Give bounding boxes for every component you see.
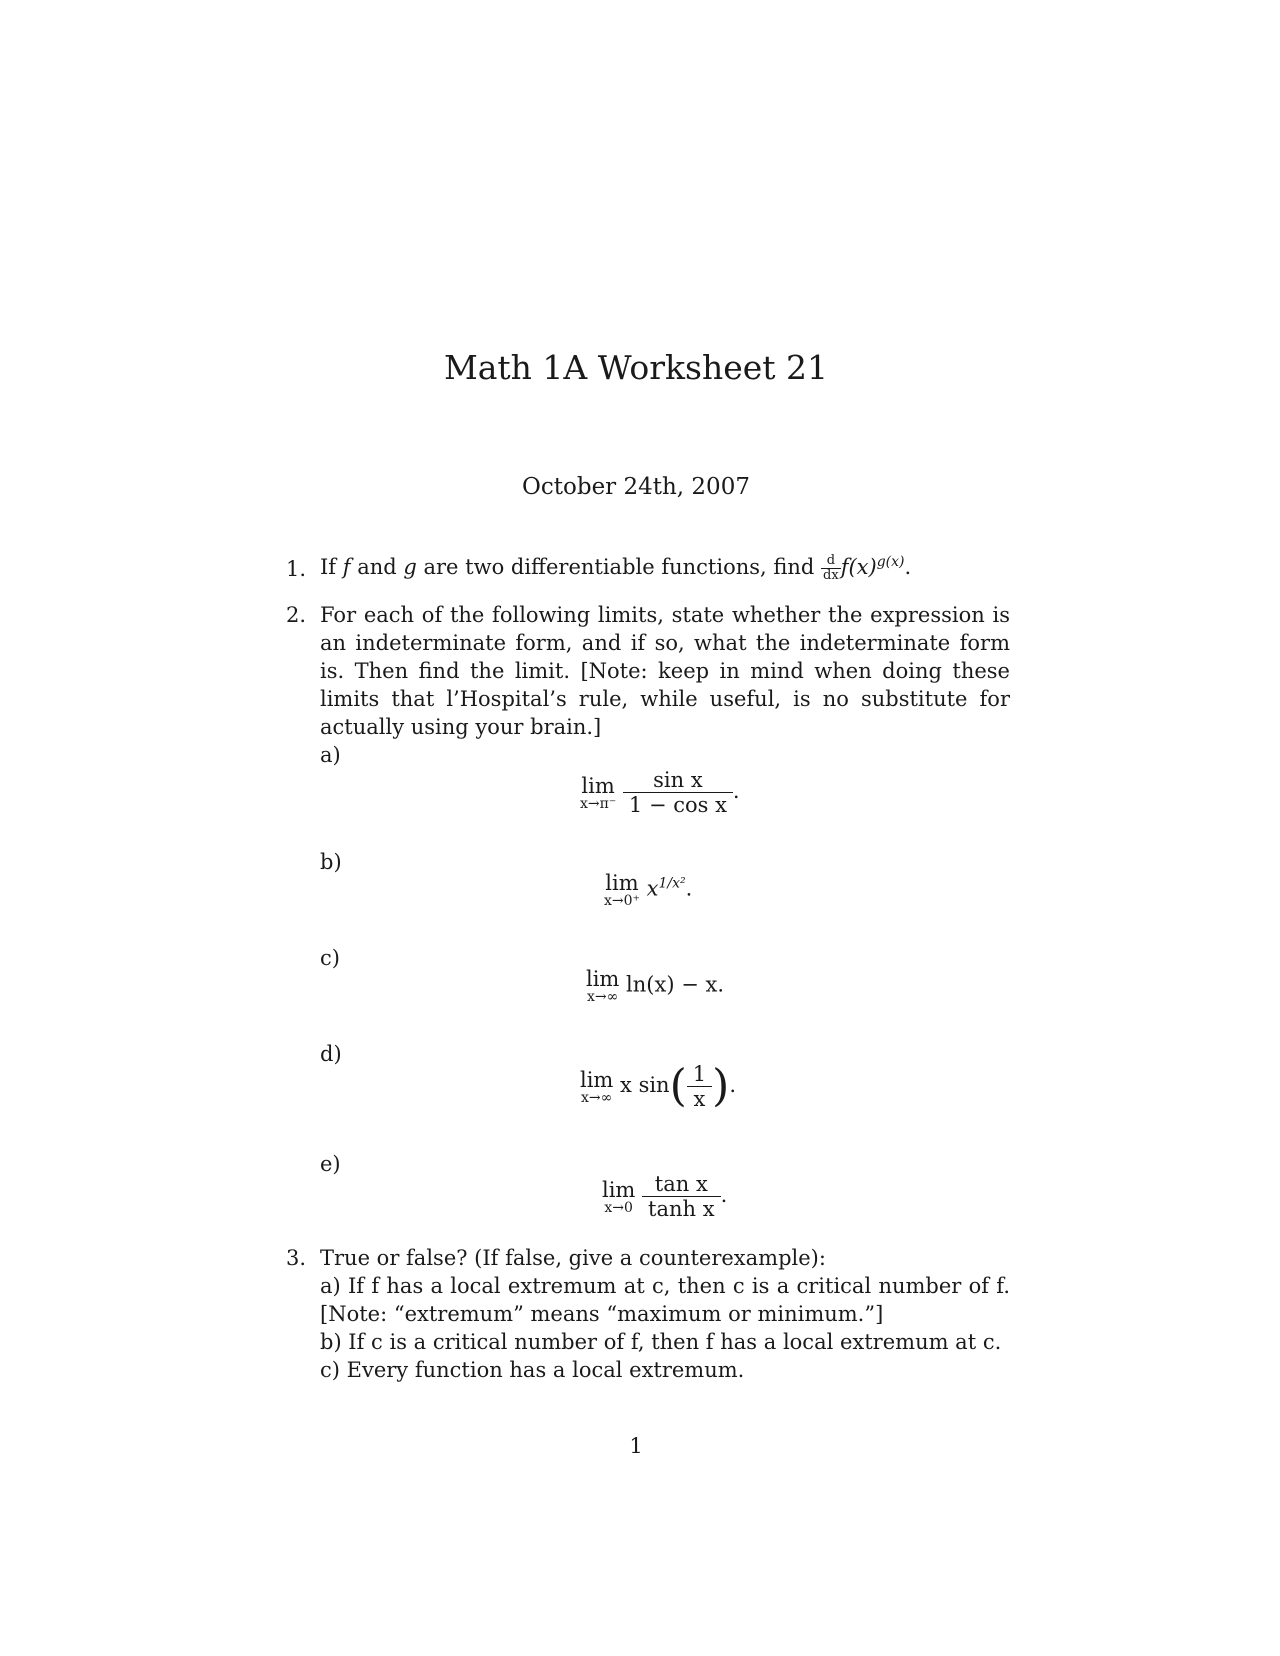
q2d-expression: lim x→∞ x sin( $\frac{1}{x}$ ). <box>580 1060 736 1112</box>
q2e-label: e) <box>320 1152 341 1176</box>
q2-number: 2. <box>286 603 307 627</box>
q2b-expression: lim x→0⁺ $x^{1/x^2}$. <box>604 871 693 909</box>
q2a-expression: lim x→π⁻ $\frac{\text{sin x}}{\text{1 − cos x}}$ . <box>580 768 740 817</box>
q3-number: 3. <box>286 1246 307 1270</box>
q1-text: If f and g are two differentiable functions, find $\frac{d}{dx}$ $f(x)^{g(x)}$. <box>320 553 912 583</box>
page-title: Math 1A Worksheet 21 <box>443 348 829 387</box>
q3-part-a: a) If f has a local extremum at c, then c is a critical number of f. [Note: “extremum” means “maximum or minimum.”] <box>320 1274 1010 1326</box>
q2e-expression: lim x→0 $\frac{\text{tan x}}{\text{tanh x}}$ . <box>602 1172 728 1221</box>
q1-number: 1. <box>286 557 307 581</box>
q2b-label: b) <box>320 850 342 874</box>
q2a-label: a) <box>320 743 341 767</box>
q3-part-b: b) If c is a critical number of f, then f has a local extremum at c. <box>320 1330 1002 1354</box>
page-number: 1 <box>629 1434 643 1458</box>
q3-part-c: c) Every function has a local extremum. <box>320 1358 745 1382</box>
q2d-label: d) <box>320 1042 342 1066</box>
q2-text: For each of the following limits, state whether the expression is an indeterminate form, and if so, what the indeterminate form is. Then find the limit. [Note: keep in mind when doing these limits that l’Hospital’s rule, while useful, is no substitute for actually using your brain.] <box>320 603 1010 739</box>
q2c-label: c) <box>320 946 340 970</box>
q2c-expression: lim x→∞ ln(x) − x. <box>586 967 724 1005</box>
q3-intro: True or false? (If false, give a counterexample): <box>320 1246 826 1270</box>
date: October 24th, 2007 <box>522 474 750 500</box>
